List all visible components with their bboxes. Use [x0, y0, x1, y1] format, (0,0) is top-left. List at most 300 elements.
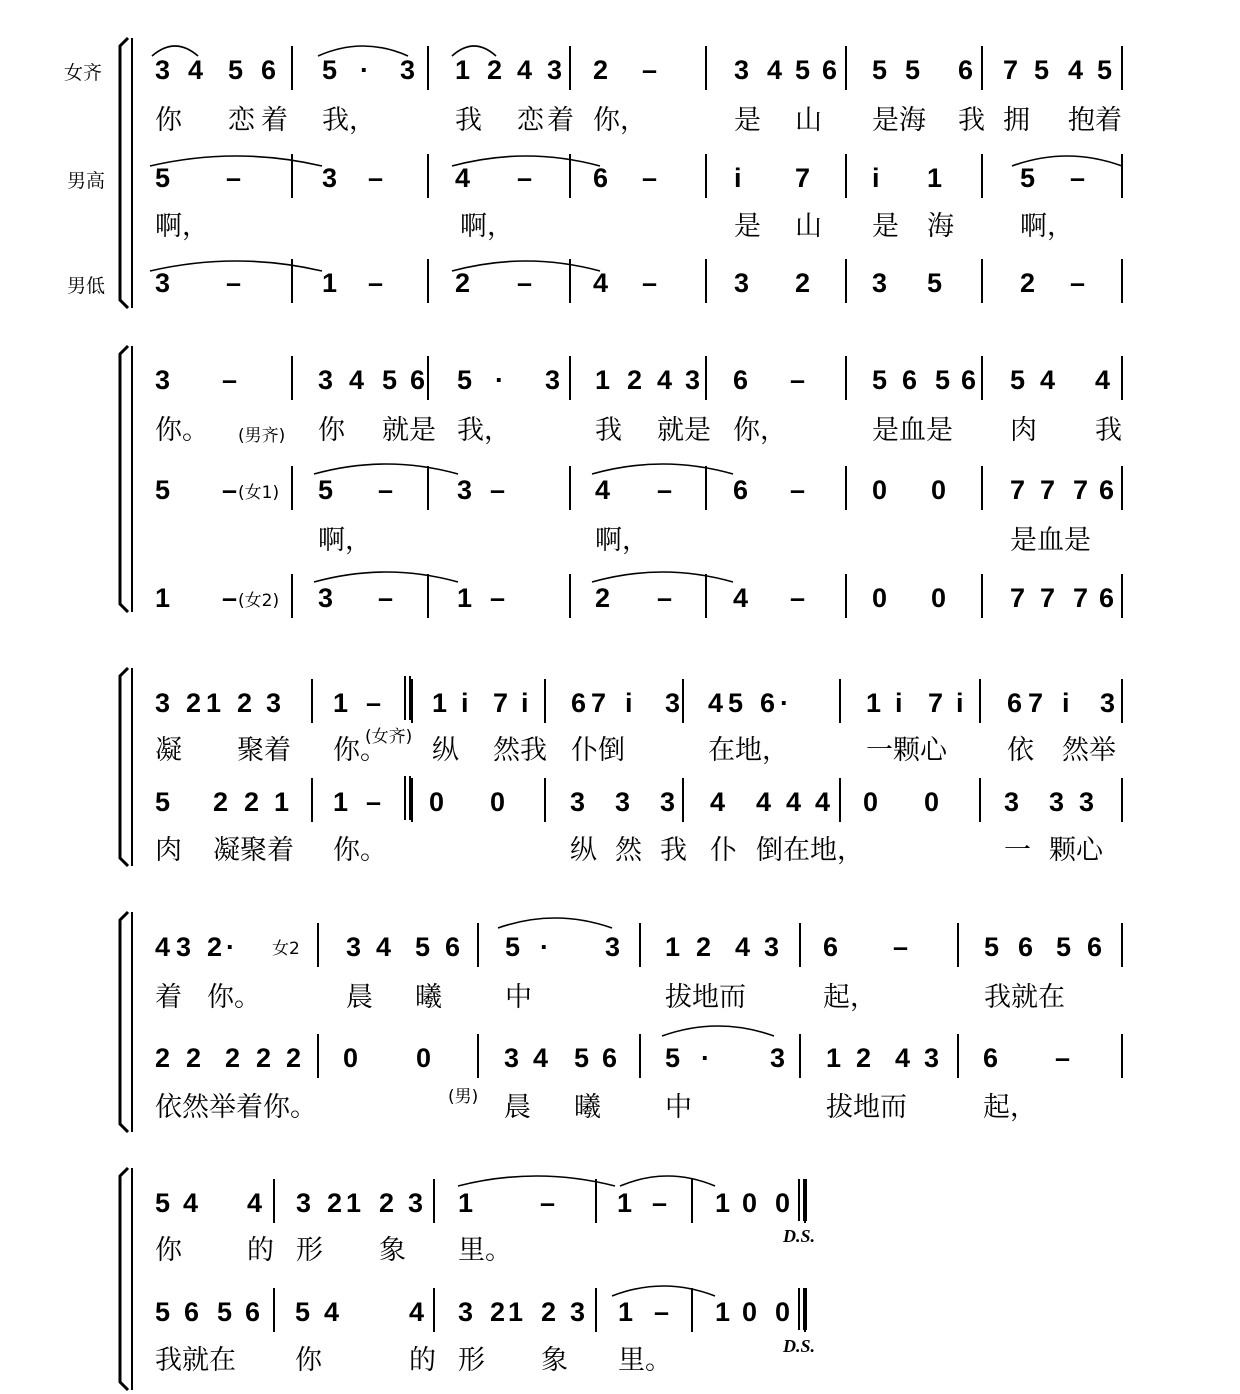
label-nanqi: (男齐) [238, 426, 286, 446]
note: 6 [822, 55, 838, 85]
note: 4 [1095, 365, 1111, 395]
lyric-syllable: 仆 [710, 835, 737, 866]
lyric-syllable: 然我 [493, 735, 547, 766]
note: 3 [457, 475, 473, 505]
note: 6 [445, 932, 461, 962]
note: 5 [415, 932, 431, 962]
note: 7 [795, 163, 811, 193]
note: 2 [795, 268, 811, 298]
lyric-syllable: 形 [296, 1235, 323, 1266]
note: 2 [207, 932, 223, 962]
lyric-syllable: 依 [1007, 735, 1034, 766]
note: 3 [155, 268, 171, 298]
lyric-syllable: 纵 [432, 735, 459, 766]
lyric-syllable: 在地， [708, 735, 789, 766]
lyric-syllable: 肉 [155, 835, 182, 866]
lyric-syllable: 晨 [346, 982, 373, 1013]
note: i [734, 163, 742, 193]
note: – [226, 163, 242, 193]
note: 3 [266, 688, 282, 718]
note: 1 [508, 1297, 524, 1327]
note: 3 [155, 365, 171, 395]
lyric-syllable: 抱着 [1068, 105, 1122, 136]
note: 6 [1018, 932, 1034, 962]
note: · [495, 365, 504, 395]
note: 5 [155, 1188, 171, 1218]
note: 2 [490, 1297, 506, 1327]
note: 4 [188, 55, 204, 85]
note: 3 [605, 932, 621, 962]
note: 3 [924, 1043, 940, 1073]
note: – [1070, 268, 1086, 298]
note: i [521, 688, 529, 718]
note: 1 [155, 583, 171, 613]
note: 6 [733, 475, 749, 505]
lyric-syllable: 啊， [460, 211, 514, 242]
note: 1 [618, 1297, 634, 1327]
lyric-syllable: 海 [927, 211, 954, 242]
note: 7 [1003, 55, 1019, 85]
note: 6 [961, 365, 977, 395]
note: – [642, 55, 658, 85]
lyric-syllable: 曦 [415, 982, 442, 1013]
note: 4 [595, 475, 611, 505]
slur [592, 572, 733, 582]
note: – [222, 365, 238, 395]
note: – [378, 583, 394, 613]
note: 2 [155, 1043, 171, 1073]
note: – [790, 475, 806, 505]
note: 0 [416, 1043, 432, 1073]
note: – [378, 475, 394, 505]
note: 6 [410, 365, 426, 395]
note: – [654, 1297, 670, 1327]
note: 5 [155, 787, 171, 817]
note: 3 [176, 932, 192, 962]
note: 1 [206, 688, 222, 718]
slur [662, 1026, 774, 1036]
lyric-syllable: 是海 [872, 105, 926, 136]
note: 7 [1028, 688, 1044, 718]
note: · [360, 55, 369, 85]
note: 3 [770, 1043, 786, 1073]
note: 1 [432, 688, 448, 718]
note: 5 [1010, 365, 1026, 395]
lyric-syllable: 一 [1004, 835, 1031, 866]
note: 4 [324, 1297, 340, 1327]
note: 6 [902, 365, 918, 395]
note: 4 [455, 163, 471, 193]
lyric-syllable: 山 [795, 105, 822, 136]
note: 7 [928, 688, 944, 718]
note: 4 [895, 1043, 911, 1073]
note: 4 [247, 1188, 263, 1218]
note: 5 [322, 55, 338, 85]
note: – [517, 268, 533, 298]
note: 5 [795, 55, 811, 85]
note: 3 [660, 787, 676, 817]
lyric-syllable: 一颗心 [866, 735, 947, 766]
note: – [222, 583, 238, 613]
note: – [490, 583, 506, 613]
note: – [540, 1188, 556, 1218]
note: – [642, 268, 658, 298]
note: 4 [155, 932, 171, 962]
lyric-syllable: 倒在地， [756, 835, 864, 866]
note: 6 [823, 932, 839, 962]
note: 3 [764, 932, 780, 962]
note: 4 [517, 55, 533, 85]
slur [314, 572, 458, 582]
note: 2 [286, 1043, 302, 1073]
note: 6 [602, 1043, 618, 1073]
lyric-syllable: 你 [295, 1345, 322, 1376]
note: 3 [547, 55, 563, 85]
note: 2 [256, 1043, 272, 1073]
note: 1 [457, 583, 473, 613]
lyric-syllable: 啊， [1020, 211, 1074, 242]
note: 7 [1040, 475, 1056, 505]
lyric-syllable: 你。 [155, 415, 209, 446]
lyric-syllable: 我 [595, 415, 622, 446]
lyric-syllable: 是 [872, 211, 899, 242]
note: – [222, 475, 238, 505]
note: 1 [458, 1188, 474, 1218]
note: 1 [617, 1188, 633, 1218]
note: 4 [786, 787, 802, 817]
note: 5 [505, 932, 521, 962]
label-nv2: (女2) [238, 591, 280, 611]
note: 0 [863, 787, 879, 817]
system-bracket [120, 912, 128, 1132]
lyric-syllable: 起， [823, 982, 877, 1013]
lyric-syllable: 我 [1095, 415, 1122, 446]
lyric-syllable: 凝 [155, 735, 182, 766]
note: 3 [504, 1043, 520, 1073]
lyric-syllable: 你。 [333, 735, 387, 766]
note: 4 [376, 932, 392, 962]
note: 5 [155, 475, 171, 505]
system-bracket [120, 346, 128, 612]
note: 1 [274, 787, 290, 817]
lyric-syllable: 凝聚着 [213, 835, 294, 866]
label-nv2-b: 女2 [272, 939, 300, 959]
note: 5 [217, 1297, 233, 1327]
lyric-syllable: 然举 [1062, 735, 1116, 766]
lyric-syllable: 我 [660, 835, 687, 866]
note: 5 [1020, 163, 1036, 193]
note: 5 [295, 1297, 311, 1327]
lyric-syllable: 形 [458, 1345, 485, 1376]
note: 7 [591, 688, 607, 718]
note: 6 [1007, 688, 1023, 718]
slur [612, 1286, 715, 1296]
lyric-syllable: 恋 [517, 105, 544, 136]
note: 5 [155, 163, 171, 193]
lyric-syllable: 啊， [318, 525, 372, 556]
lyric-syllable: 曦 [574, 1092, 601, 1123]
note: 1 [333, 787, 349, 817]
note: 4 [593, 268, 609, 298]
note: 3 [734, 55, 750, 85]
note: 4 [710, 787, 726, 817]
note: – [366, 787, 382, 817]
note: 2 [327, 1188, 343, 1218]
note: 2 [595, 583, 611, 613]
note: 5 [927, 268, 943, 298]
lyric-syllable: 你。 [333, 835, 387, 866]
lyric-syllable: 晨 [504, 1092, 531, 1123]
note: 1 [715, 1297, 731, 1327]
note: 4 [767, 55, 783, 85]
note: 3 [155, 55, 171, 85]
voice-label-nangao: 男高 [67, 170, 106, 192]
note: 4 [1040, 365, 1056, 395]
lyric-syllable: 着 [261, 105, 288, 136]
note: 1 [455, 55, 471, 85]
lyric-syllable: 中 [665, 1092, 692, 1123]
note: 0 [872, 475, 888, 505]
note: 1 [595, 365, 611, 395]
lyric-syllable: 你 [155, 105, 182, 136]
note: 5 [872, 365, 888, 395]
note: 3 [400, 55, 416, 85]
lyric-syllable: 着 [155, 982, 182, 1013]
note: 0 [343, 1043, 359, 1073]
note: 0 [429, 787, 445, 817]
note: 2 [593, 55, 609, 85]
note: 3 [570, 1297, 586, 1327]
lyric-syllable: 我就在 [984, 982, 1065, 1013]
note: 2 [244, 787, 260, 817]
note: – [1055, 1043, 1071, 1073]
note: – [1070, 163, 1086, 193]
lyric-syllable: 象 [379, 1235, 406, 1266]
note: 1 [346, 1188, 362, 1218]
note: – [368, 163, 384, 193]
note: 5 [1034, 55, 1050, 85]
lyric-syllable: 啊， [155, 211, 209, 242]
ds-mark-1: D.S. [783, 1226, 816, 1246]
note: 1 [665, 932, 681, 962]
note: · [540, 932, 549, 962]
lyric-syllable: 我 [455, 105, 482, 136]
label-nan: (男) [448, 1087, 479, 1107]
lyric-syllable: 我 [958, 105, 985, 136]
note: 6 [261, 55, 277, 85]
note: 7 [1010, 583, 1026, 613]
note: 6 [1099, 583, 1115, 613]
lyric-syllable: 你 [318, 415, 345, 446]
note: 3 [872, 268, 888, 298]
note: 7 [1073, 475, 1089, 505]
note: 7 [1010, 475, 1026, 505]
note: 3 [665, 688, 681, 718]
lyric-syllable: 我就在 [155, 1345, 236, 1376]
note: 3 [570, 787, 586, 817]
note: 5 [935, 365, 951, 395]
note: – [657, 583, 673, 613]
note: i [1062, 688, 1070, 718]
ds-mark-2: D.S. [783, 1336, 816, 1356]
note: 4 [708, 688, 724, 718]
note: 6 [958, 55, 974, 85]
voice-label-nandi: 男低 [67, 275, 106, 297]
label-nvqi: (女齐) [365, 727, 413, 747]
note: 1 [927, 163, 943, 193]
note: i [872, 163, 880, 193]
note: 4 [815, 787, 831, 817]
note: 5 [984, 932, 1000, 962]
note: 0 [924, 787, 940, 817]
lyric-syllable: 依然举着你。 [155, 1092, 317, 1123]
note: i [956, 688, 964, 718]
lyric-syllable: 山 [795, 211, 822, 242]
lyric-syllable: 是 [734, 211, 761, 242]
note: – [517, 163, 533, 193]
note: 6 [1099, 475, 1115, 505]
note: – [366, 688, 382, 718]
slur [592, 464, 733, 474]
note: 0 [931, 583, 947, 613]
note: 3 [1049, 787, 1065, 817]
note: · [701, 1043, 710, 1073]
note: 7 [1040, 583, 1056, 613]
note: 5 [382, 365, 398, 395]
note: 3 [1004, 787, 1020, 817]
slur [620, 1176, 715, 1186]
note: 2 [379, 1188, 395, 1218]
lyric-syllable: 我， [322, 105, 376, 136]
note: 6 [733, 365, 749, 395]
note: 1 [866, 688, 882, 718]
note: 6 [593, 163, 609, 193]
slur [314, 464, 458, 474]
note: 6 [184, 1297, 200, 1327]
note: – [790, 365, 806, 395]
note: 5 [155, 1297, 171, 1327]
lyric-syllable: 你。 [207, 982, 261, 1013]
note: 0 [775, 1188, 791, 1218]
system-bracket [120, 668, 128, 866]
lyric-syllable: 里。 [618, 1345, 672, 1376]
label-nv1: (女1) [238, 483, 280, 503]
note: 2 [213, 787, 229, 817]
note: – [893, 932, 909, 962]
note: 0 [872, 583, 888, 613]
note: – [652, 1188, 668, 1218]
note: – [368, 268, 384, 298]
lyric-syllable: 的 [247, 1235, 274, 1266]
note: 5 [1056, 932, 1072, 962]
note: 6 [245, 1297, 261, 1327]
note: – [226, 268, 242, 298]
slur [498, 918, 612, 928]
note: 1 [333, 688, 349, 718]
note: 5 [872, 55, 888, 85]
note: 6 [1087, 932, 1103, 962]
lyric-syllable: 恋 [228, 105, 255, 136]
note: – [642, 163, 658, 193]
note: 1 [826, 1043, 842, 1073]
lyric-syllable: 就是 [657, 415, 711, 446]
note: 2 [541, 1297, 557, 1327]
note: 6 [760, 688, 776, 718]
note: 5 [665, 1043, 681, 1073]
note: 2 [186, 688, 202, 718]
note: 0 [931, 475, 947, 505]
note: 2 [487, 55, 503, 85]
lyric-syllable: 拥 [1003, 105, 1030, 136]
note: 5 [574, 1043, 590, 1073]
note: 3 [296, 1188, 312, 1218]
lyric-syllable: 然 [615, 835, 642, 866]
note: 4 [409, 1297, 425, 1327]
note: 3 [545, 365, 561, 395]
note: 4 [756, 787, 772, 817]
note: 0 [742, 1297, 758, 1327]
note: 5 [228, 55, 244, 85]
note: 4 [657, 365, 673, 395]
lyric-syllable: 起， [983, 1092, 1037, 1123]
note: 4 [735, 932, 751, 962]
note: 0 [490, 787, 506, 817]
note: i [895, 688, 903, 718]
note: 3 [408, 1188, 424, 1218]
lyric-syllable: 你 [155, 1235, 182, 1266]
lyric-syllable: 拔地而 [826, 1092, 907, 1123]
note: 5 [905, 55, 921, 85]
note: 2 [696, 932, 712, 962]
note: 2 [225, 1043, 241, 1073]
note: – [490, 475, 506, 505]
lyric-syllable: 仆倒 [571, 735, 625, 766]
lyric-syllable: 颗心 [1049, 835, 1103, 866]
note: 4 [183, 1188, 199, 1218]
lyric-syllable: 象 [541, 1345, 568, 1376]
lyric-syllable: 着 [547, 105, 574, 136]
lyric-syllable: 中 [505, 982, 532, 1013]
note: 3 [734, 268, 750, 298]
note: 2 [856, 1043, 872, 1073]
note: 3 [1079, 787, 1095, 817]
system-bracket [120, 1168, 128, 1390]
lyric-syllable: 里。 [458, 1235, 512, 1266]
note: – [790, 583, 806, 613]
note: 6 [571, 688, 587, 718]
note: 4 [1068, 55, 1084, 85]
note: 0 [742, 1188, 758, 1218]
note: 3 [346, 932, 362, 962]
slur [458, 1176, 615, 1186]
note: 5 [1097, 55, 1113, 85]
note: i [625, 688, 633, 718]
note: 2 [1020, 268, 1036, 298]
system-bracket [120, 38, 128, 308]
note: 3 [615, 787, 631, 817]
lyric-syllable: 的 [409, 1345, 436, 1376]
note: 2 [455, 268, 471, 298]
note: 1 [715, 1188, 731, 1218]
note: 3 [318, 365, 334, 395]
note: · [226, 932, 235, 962]
note: · [780, 688, 789, 718]
note: 7 [493, 688, 509, 718]
note: 0 [775, 1297, 791, 1327]
note: 4 [733, 583, 749, 613]
note: 1 [322, 268, 338, 298]
lyric-syllable: 就是 [382, 415, 436, 446]
